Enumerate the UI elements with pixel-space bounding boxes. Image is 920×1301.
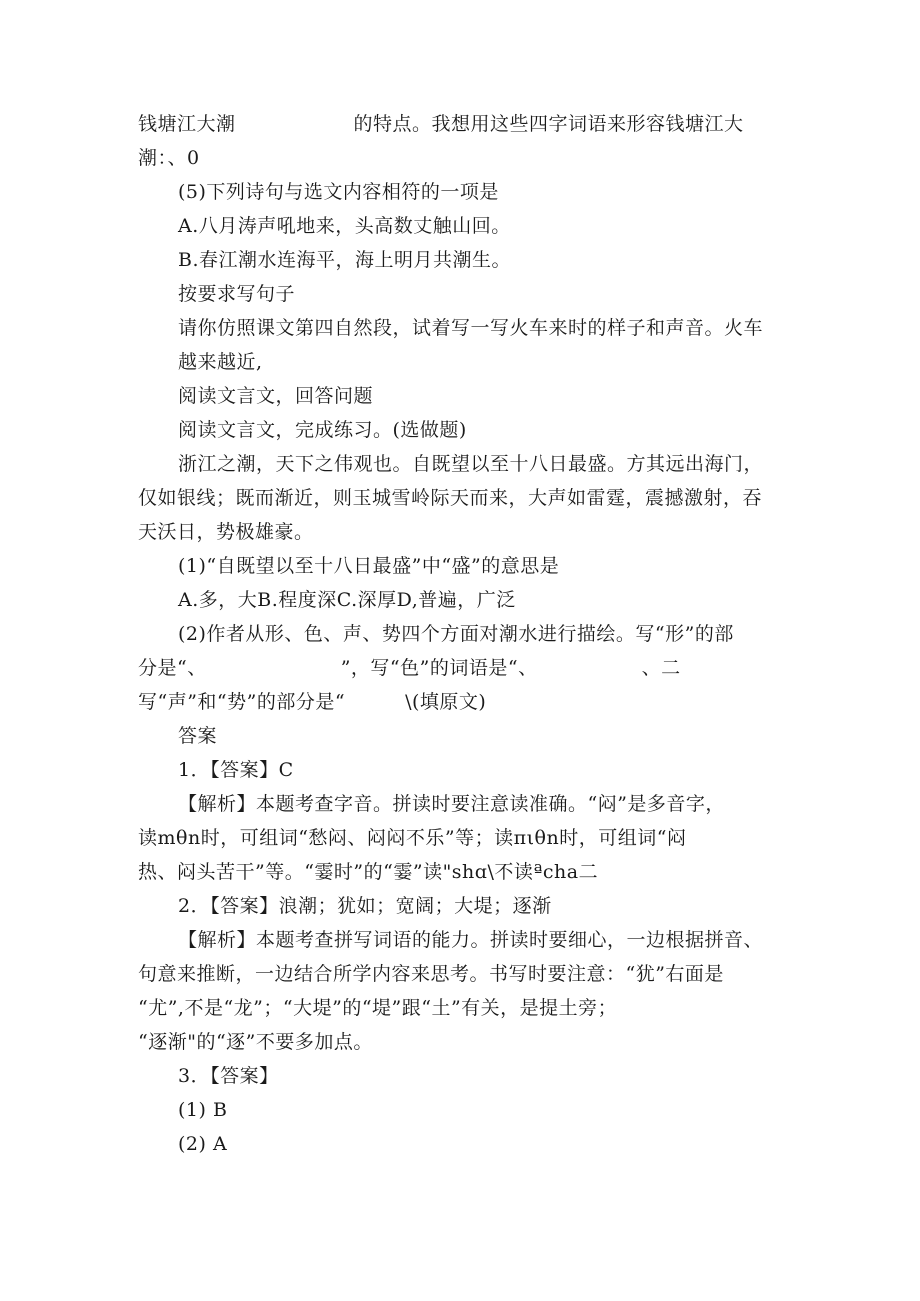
explanation-line: “尤”,不是“龙”；“大堤”的“堤”跟“土”有关，是提土旁； (138, 997, 618, 1019)
text-line (138, 690, 486, 714)
explanation-line: 热、闷头苦干”等。“霎时”的“霎”读"shɑ\不读ªcha二 (138, 861, 599, 883)
answer-line: 1．【答案】C (178, 759, 294, 781)
passage-line: 仅如银线；既而渐近，则玉城雪岭际天而来，大声如雷霆，震撼激射，吞 (138, 487, 763, 509)
text-line: A.八月涛声吼地来，头高数丈触山回。 (178, 215, 511, 237)
question-line: (2)作者从形、色、声、势四个方面对潮水进行描绘。写“形”的部 (178, 623, 734, 645)
answer-line: (1) B (178, 1099, 228, 1121)
text-line (138, 112, 744, 136)
passage-line: 浙江之潮，天下之伟观也。自既望以至十八日最盛。方其远出海门， (178, 453, 764, 475)
explanation-line: 【解析】本题考查拼写词语的能力。拼读时要细心，一边根据拼音、 (178, 929, 764, 951)
text-segment: ”，写“色”的词语是“、 (340, 657, 538, 679)
text-line (138, 656, 681, 680)
text-line: (5)下列诗句与选文内容相符的一项是 (178, 181, 499, 203)
answers-heading: 答案 (178, 725, 218, 747)
text-segment: 写“声”和“势”的部分是“ (138, 691, 346, 713)
answer-line: (2) A (178, 1133, 228, 1155)
text-segment: \(填原文) (405, 691, 487, 713)
question-line: (1)“自既望以至十八日最盛”中“盛”的意思是 (178, 555, 560, 577)
explanation-line: 读mθn时，可组词“愁闷、闷闷不乐”等；读πιθn时，可组词“闷 (138, 827, 687, 849)
options-line: A.多，大B.程度深C.深厚D,普遍，广泛 (178, 589, 516, 611)
answer-line: 2．【答案】浪潮；犹如；宽阔；大堤；逐渐 (178, 895, 552, 917)
text-segment: 钱塘江大潮 (138, 113, 236, 135)
explanation-line: “逐渐"的“逐”不要多加点。 (138, 1031, 373, 1053)
explanation-line: 句意来推断，一边结合所学内容来思考。书写时要注意：“犹”右面是 (138, 963, 724, 985)
section-heading: 阅读文言文，完成练习。(选做题) (178, 419, 467, 441)
section-heading: 按要求写句子 (178, 283, 296, 305)
text-segment: 、二 (641, 657, 681, 679)
text-line: 越来越近, (178, 351, 263, 373)
passage-line: 天沃日，势极雄豪。 (138, 521, 314, 543)
explanation-line: 【解析】本题考查字音。拼读时要注意读准确。“闷”是多音字， (178, 793, 725, 815)
text-line: 请你仿照课文第四自然段，试着写一写火车来时的样子和声音。火车 (178, 317, 764, 339)
answer-line: 3．【答案】 (178, 1065, 279, 1087)
text-segment: 的特点。我想用这些四字词语来形容钱塘江大 (353, 113, 744, 135)
section-heading: 阅读文言文，回答问题 (178, 385, 374, 407)
text-segment: 分是“、 (138, 657, 207, 679)
text-line: 潮：、0 (138, 147, 200, 169)
text-line: B.春江潮水连海平，海上明月共潮生。 (178, 249, 512, 271)
